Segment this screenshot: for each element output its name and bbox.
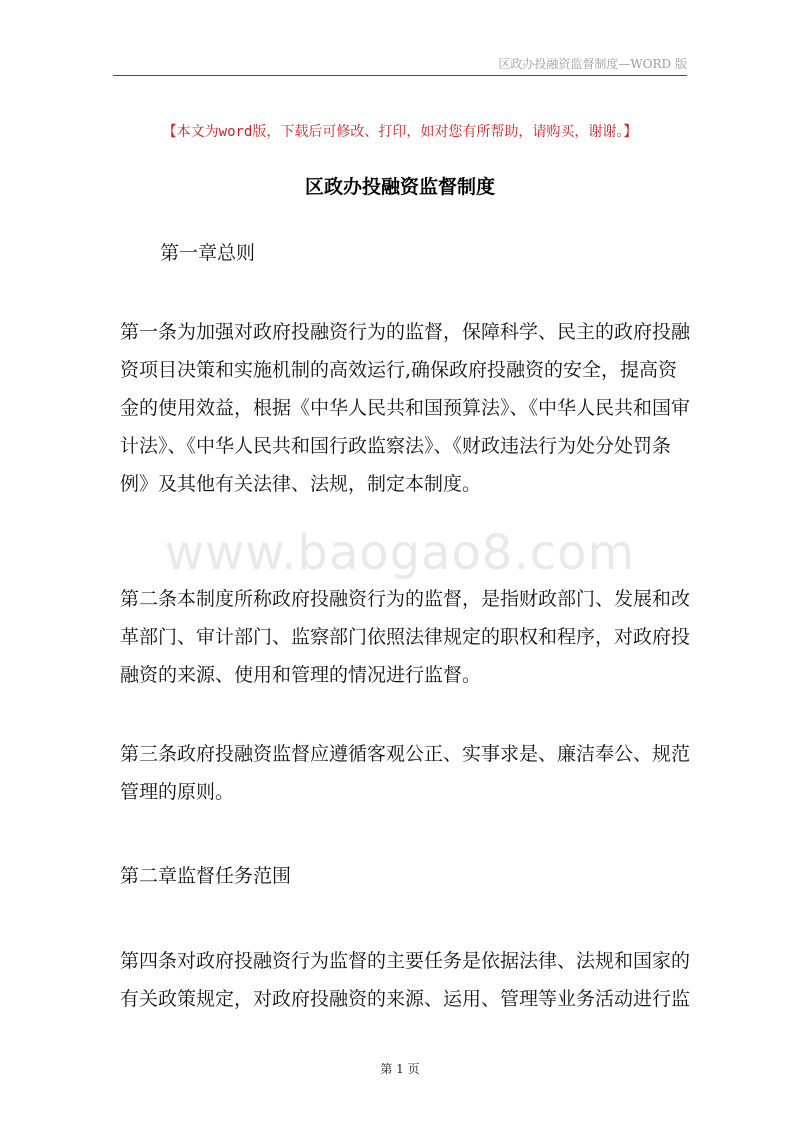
document-title: 区政办投融资监督制度: [304, 176, 495, 198]
chapter-heading-1: 第一章总则: [160, 242, 256, 264]
article-2-paragraph: 第二条本制度所称政府投融资行为的监督，是指财政部门、发展和改革部门、审计部门、监察部门依照法律规定的职权和程序，对政府投融资的来源、使用和管理的情况进行监督。: [120, 588, 691, 686]
article-4-paragraph: 第四条对政府投融资行为监督的主要任务是依据法律、法规和国家的有关政策规定，对政府投融资的来源、运用、管理等业务活动进行监: [120, 950, 691, 1010]
page-number: 第 1 页: [380, 1062, 420, 1076]
purchase-notice: 【本文为word版，下载后可修改、打印，如对您有所帮助，请购买，谢谢。】: [162, 124, 638, 140]
article-1-paragraph: 第一条为加强对政府投融资行为的监督，保障科学、民主的政府投融资项目决策和实施机制的高效运行,确保政府投融资的安全，提高资金的使用效益，根据《中华人民共和国预算法》、《中华人民共和国审计法》、《中华人民共和国行政监察法》、《财政违法行为处分处罚条例》及其他有关法律、法规，制定本制度。: [120, 321, 691, 495]
header-divider: [113, 75, 687, 76]
running-header: 区政办投融资监督制度—WORD 版: [498, 57, 687, 71]
article-3-paragraph: 第三条政府投融资监督应遵循客观公正、实事求是、廉洁奉公、规范管理的原则。: [120, 743, 691, 803]
watermark-text: www.baogao8.com: [164, 525, 636, 581]
chapter-heading-2: 第二章监督任务范围: [120, 865, 292, 887]
